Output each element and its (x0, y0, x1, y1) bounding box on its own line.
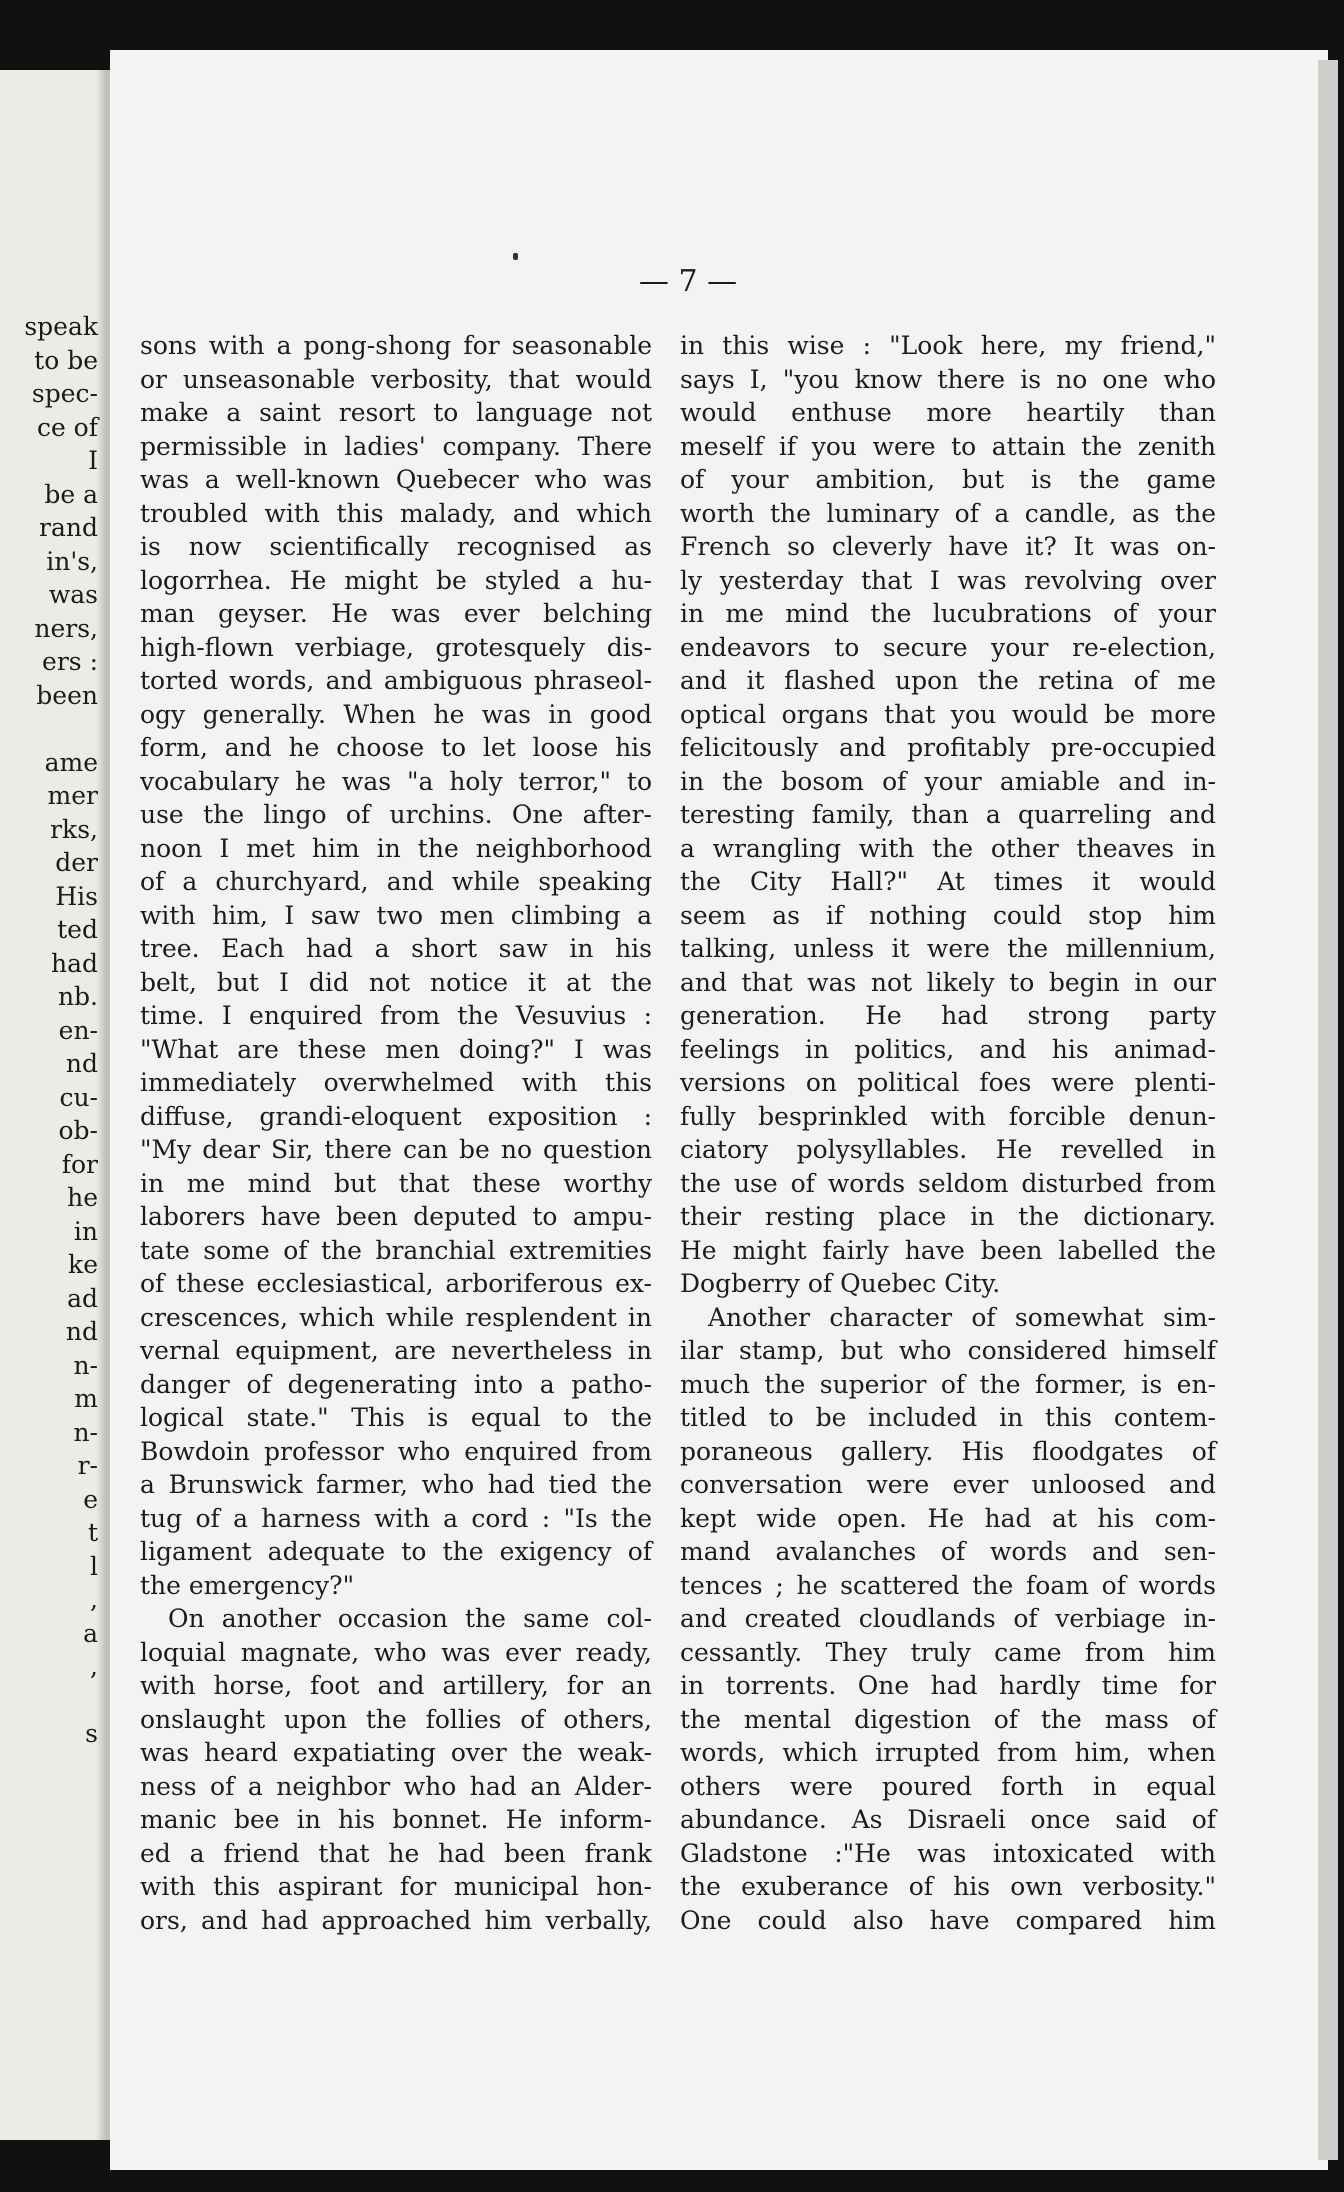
text-line: noon I met him in the neighborhood (140, 833, 652, 863)
text-line: belt, but I did not notice it at the (140, 967, 652, 997)
text-line: permissible in ladies' company. There (140, 431, 652, 461)
text-line: sons with a pong-shong for seasonable (140, 331, 652, 360)
text-line: and created cloudlands of verbiage in- (680, 1604, 1216, 1633)
text-line: ly yesterday that I was revolving over (680, 565, 1216, 595)
left-fragment-line: n- (73, 1417, 98, 1447)
text-line: was heard expatiating over the weak- (140, 1738, 652, 1767)
text-line: ligament adequate to the exigency of (140, 1537, 652, 1566)
text-line: in torrents. One had hardly time for (680, 1671, 1216, 1700)
left-fragment-line: , (90, 1585, 98, 1614)
text-line: of these ecclesiastical, arboriferous ex- (140, 1269, 652, 1298)
text-line: fully besprinkled with forcible denun- (680, 1101, 1216, 1131)
text-line: vocabulary he was "a holy terror," to (140, 766, 652, 796)
text-line: their resting place in the dictionary. (680, 1202, 1216, 1231)
text-line: "What are these men doing?" I was (140, 1034, 652, 1064)
text-line: teresting family, than a quarreling and (680, 800, 1216, 829)
left-fragment-line: nb. (57, 982, 98, 1011)
left-fragment-line: ame (44, 747, 98, 777)
text-line: He might fairly have been labelled the (680, 1235, 1216, 1265)
text-line: with horse, foot and artillery, for an (140, 1671, 652, 1700)
text-line: in the bosom of your amiable and in- (680, 766, 1216, 796)
text-line: tences ; he scattered the foam of words (680, 1570, 1216, 1600)
text-line: tate some of the branchial extremities (140, 1235, 652, 1265)
left-fragment-line (0, 712, 110, 746)
left-fragment-line: ad (67, 1283, 98, 1313)
text-line: a wrangling with the other theaves in (680, 833, 1216, 863)
text-line: logorrhea. He might be styled a hu- (140, 565, 652, 595)
left-fragment-line: a (83, 1618, 98, 1648)
text-line: the City Hall?" At times it would (680, 867, 1216, 896)
left-fragment-line: he (67, 1183, 98, 1212)
text-line: of a churchyard, and while speaking (140, 867, 652, 896)
text-line: cessantly. They truly came from him (680, 1637, 1216, 1667)
text-line: or unseasonable verbosity, that would (140, 364, 652, 394)
text-line: and it flashed upon the retina of me (680, 666, 1216, 695)
text-line: others were poured forth in equal (680, 1771, 1216, 1801)
text-line: make a saint resort to language not (140, 398, 652, 427)
text-line: ciatory polysyllables. He revelled in (680, 1135, 1216, 1164)
left-fragment-line: had (50, 948, 98, 978)
left-fragment-line: der (55, 848, 98, 877)
text-line: generation. He had strong party (680, 1001, 1216, 1030)
text-line: the emergency?" (140, 1570, 355, 1600)
text-line: ilar stamp, but who considered himself (680, 1336, 1216, 1365)
left-fragment-line: ners, (34, 613, 98, 643)
text-line: ogy generally. When he was in good (140, 699, 652, 729)
text-line: mand avalanches of words and sen- (680, 1537, 1216, 1566)
left-fragment-line: n- (73, 1350, 98, 1380)
text-line: "My dear Sir, there can be no question (140, 1135, 652, 1164)
text-line: a Brunswick farmer, who had tied the (140, 1470, 652, 1499)
text-line: tug of a harness with a cord : "Is the (140, 1503, 652, 1533)
left-page-fragments (0, 310, 110, 1751)
text-line: would enthuse more heartily than (680, 398, 1216, 427)
text-line: the use of words seldom disturbed from (680, 1168, 1216, 1198)
text-line: manic bee in his bonnet. He inform- (140, 1805, 652, 1834)
left-fragment-line (0, 1684, 110, 1718)
left-fragment-line: nd (65, 1049, 98, 1078)
text-line: vernal equipment, are nevertheless in (140, 1336, 652, 1365)
text-line: titled to be included in this contem- (680, 1403, 1216, 1432)
text-line: versions on political foes were plenti- (680, 1068, 1216, 1097)
left-fragment-line: ted (57, 915, 98, 944)
text-line: One could also have compared him (680, 1905, 1216, 1935)
text-line: worth the luminary of a candle, as the (680, 498, 1216, 528)
text-line: optical organs that you would be more (680, 699, 1216, 729)
text-line: and that was not likely to begin in our (680, 967, 1216, 997)
text-line: immediately overwhelmed with this (140, 1068, 652, 1097)
left-fragment-line: in (73, 1216, 98, 1246)
text-line: the mental digestion of the mass of (680, 1704, 1216, 1734)
text-line: in me mind the lucubrations of your (680, 599, 1216, 628)
text-line: in me mind but that these worthy (140, 1168, 652, 1198)
left-fragment-line: for (61, 1149, 98, 1179)
text-line: kept wide open. He had at his com- (680, 1503, 1216, 1533)
text-line: conversation were ever unloosed and (680, 1470, 1216, 1499)
text-line: time. I enquired from the Vesuvius : (140, 1001, 652, 1030)
text-line: man geyser. He was ever belching (140, 599, 652, 628)
left-fragment-line: en- (58, 1015, 98, 1045)
text-line: French so cleverly have it? It was on- (680, 532, 1216, 561)
text-line: Another character of somewhat sim- (708, 1302, 1216, 1332)
left-fragment-line: r- (77, 1451, 98, 1480)
text-line: seem as if nothing could stop him (680, 900, 1216, 930)
left-fragment-line: t (87, 1518, 98, 1547)
text-line: crescences, which while resplendent in (140, 1302, 652, 1332)
left-fragment-line: ers : (42, 647, 98, 676)
text-line: torted words, and ambiguous phraseol- (140, 666, 652, 695)
left-fragment-line: nd (65, 1317, 98, 1346)
text-line: the exuberance of his own verbosity." (680, 1872, 1216, 1901)
left-fragment-line: m (74, 1384, 98, 1413)
text-line: ed a friend that he had been frank (140, 1838, 652, 1868)
left-fragment-line: ke (68, 1250, 98, 1279)
left-fragment-line: been (36, 680, 98, 710)
page-number: — 7 — (638, 264, 738, 299)
text-line: felicitously and profitably pre-occupied (680, 733, 1216, 762)
text-line: high-flown verbiage, grotesquely dis- (140, 632, 652, 662)
text-line: loquial magnate, who was ever ready, (140, 1637, 652, 1667)
left-fragment-line: spec- (31, 379, 98, 408)
text-line: endeavors to secure your re-election, (680, 632, 1216, 662)
text-line: On another occasion the same col- (168, 1604, 652, 1633)
left-fragment-line: mer (47, 781, 98, 810)
text-line: Gladstone :"He was intoxicated with (680, 1838, 1216, 1868)
left-fragment-line: be a (44, 479, 98, 509)
left-fragment-line: in's, (46, 546, 98, 576)
text-line: ness of a neighbor who had an Alder- (140, 1771, 652, 1801)
text-line: abundance. As Disraeli once said of (680, 1805, 1216, 1834)
text-line: poraneous gallery. His floodgates of (680, 1436, 1216, 1466)
text-line: form, and he choose to let loose his (140, 733, 652, 762)
left-fragment-line: I (88, 446, 98, 475)
left-fragment-line: rand (39, 513, 98, 542)
text-line: in this wise : "Look here, my friend," (680, 331, 1216, 360)
text-line: Bowdoin professor who enquired from (140, 1436, 652, 1466)
left-fragment-line: cu- (59, 1082, 98, 1112)
left-fragment-line: speak (24, 312, 98, 341)
text-line: is now scientifically recognised as (140, 532, 652, 561)
text-line: ors, and had approached him verbally, (140, 1905, 652, 1935)
text-line: laborers have been deputed to ampu- (140, 1202, 652, 1231)
text-line: diffuse, grandi-eloquent exposition : (140, 1101, 652, 1131)
page-edge-shadow (1318, 60, 1338, 2160)
text-line: tree. Each had a short saw in his (140, 934, 652, 963)
text-line: use the lingo of urchins. One after- (140, 800, 652, 829)
left-fragment-line: to be (34, 345, 98, 375)
text-line: feelings in politics, and his animad- (680, 1034, 1216, 1064)
text-line: much the superior of the former, is en- (680, 1369, 1216, 1399)
text-line: was a well-known Quebecer who was (140, 465, 652, 494)
text-line: words, which irrupted from him, when (680, 1738, 1216, 1767)
left-fragment-line: ce of (36, 412, 98, 442)
text-line: onslaught upon the follies of others, (140, 1704, 652, 1734)
text-line: meself if you were to attain the zenith (680, 431, 1216, 461)
text-line: of your ambition, but is the game (680, 465, 1216, 494)
text-line: talking, unless it were the millennium, (680, 934, 1216, 963)
left-fragment-line: , (90, 1652, 98, 1681)
text-line: with this aspirant for municipal hon- (140, 1872, 652, 1901)
left-fragment-line: l (90, 1551, 98, 1581)
left-fragment-line: s (85, 1719, 98, 1748)
text-line: Dogberry of Quebec City. (680, 1269, 1001, 1298)
left-fragment-line: e (83, 1484, 98, 1514)
text-column-right (680, 329, 1216, 1937)
left-fragment-line: His (55, 881, 98, 911)
text-line: troubled with this malady, and which (140, 498, 652, 528)
text-line: logical state." This is equal to the (140, 1403, 652, 1432)
left-fragment-line: ob- (58, 1116, 98, 1145)
text-line: says I, "you know there is no one who (680, 364, 1216, 394)
left-fragment-line: was (48, 580, 98, 609)
ink-speck (513, 253, 518, 260)
left-fragment-line: rks, (50, 814, 98, 844)
text-line: danger of degenerating into a patho- (140, 1369, 652, 1399)
text-column-left (140, 329, 652, 1937)
text-line: with him, I saw two men climbing a (140, 900, 652, 930)
